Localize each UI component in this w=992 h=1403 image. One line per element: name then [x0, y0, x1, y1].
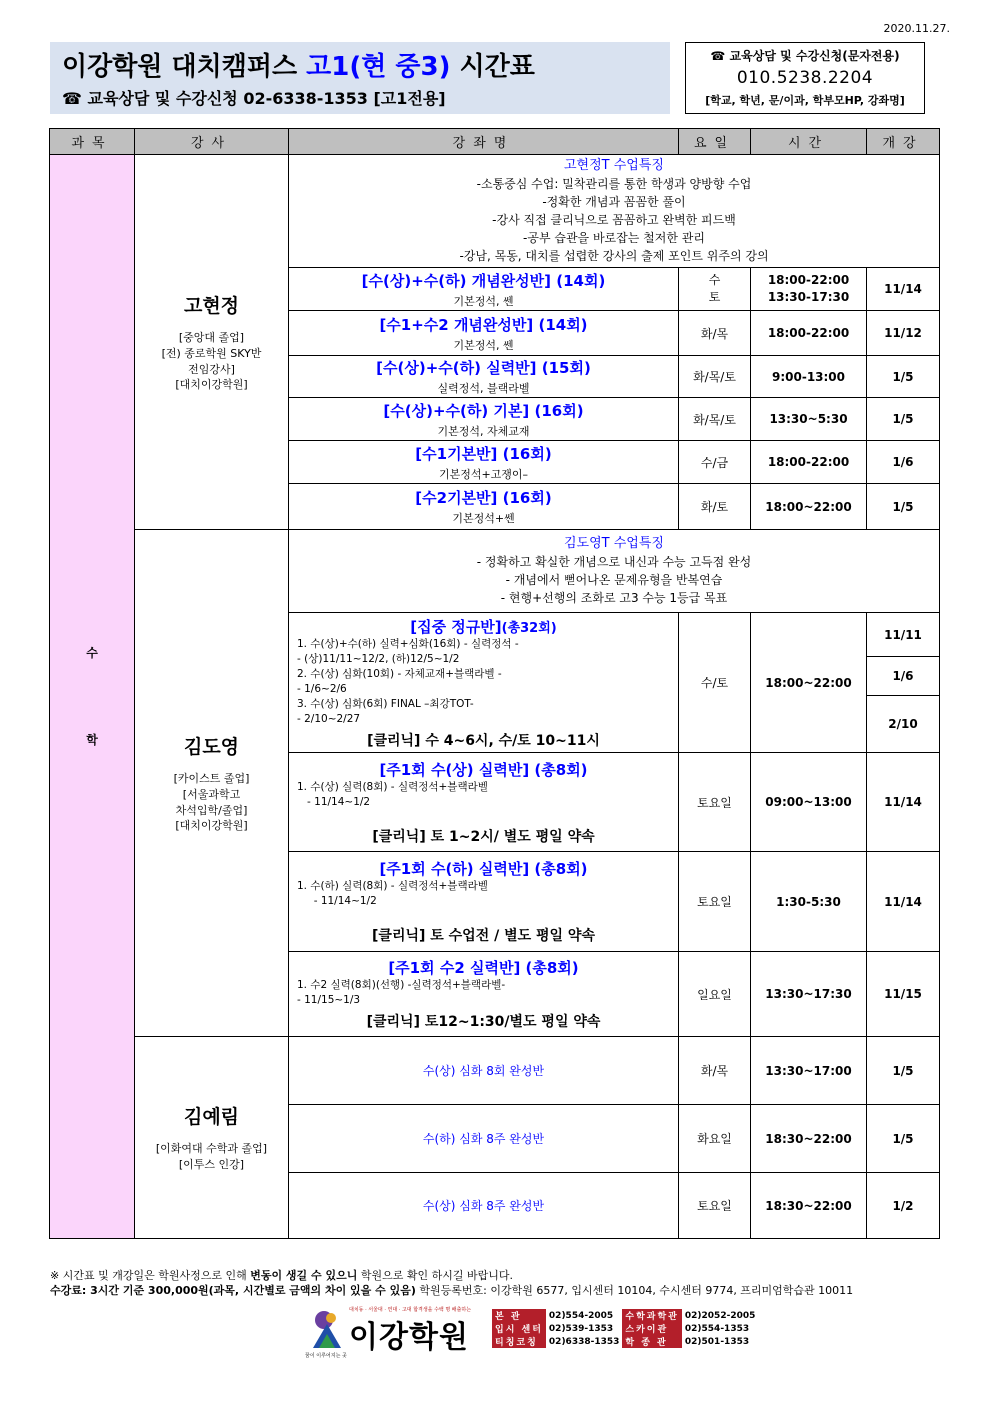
clinic-schedule: [클리닉] 토12~1:30/별도 평일 약속 — [366, 1014, 601, 1030]
table-row — [50, 530, 940, 613]
teacher-features: 김도영T 수업특징 - 정확하고 확실한 개념으로 내신과 수능 고득점 완성 - 개념에서 뻗어나온 문제유형을 반복연습 - 현행+선행의 조화로 고3 수능 1등급 목표 — [289, 530, 940, 613]
branch-phone: 02)501-1353 — [684, 1336, 750, 1347]
time-cell: 18:00-22:00 — [751, 311, 867, 356]
logo-tagline: 꿈이 이루어지는 곳 — [305, 1353, 347, 1359]
course-cell: [수1기본반] (16회) 기본정석+고쟁이– — [289, 441, 679, 484]
course-cell: 수(상) 심화 8회 완성반 — [289, 1037, 679, 1105]
document-date: 2020.11.27. — [883, 22, 950, 35]
branch-label: 입시 센터 — [492, 1322, 546, 1335]
time-cell: 18:00~22:00 — [751, 484, 867, 530]
day-cell: 화/목/토 — [679, 398, 751, 441]
logo-name: 이강학원 — [349, 1320, 469, 1355]
branch-phone-table — [492, 1309, 758, 1348]
branch-phone: 02)6338-1353 — [548, 1336, 620, 1347]
teacher-cell — [135, 1037, 289, 1239]
branch-row — [492, 1335, 758, 1348]
timetable — [49, 128, 940, 1239]
open-cell: 1/5 — [867, 398, 940, 441]
time-cell: 1:30-5:30 — [751, 852, 867, 952]
teacher-name: 고현정 — [183, 294, 240, 317]
day-cell: 수 토 — [679, 268, 751, 311]
branch-phone: 02)554-2005 — [548, 1310, 614, 1321]
col-header-teacher: 강사 — [135, 129, 289, 155]
teacher-credentials: [이화여대 수학과 졸업] [이투스 인강] — [155, 1142, 268, 1171]
teacher-cell — [135, 530, 289, 1037]
logo-slogan: 대치동 · 서울대 · 연대 · 고대 합격생을 수백 명 배출하는 — [349, 1307, 472, 1313]
branch-label: 학 종 관 — [622, 1335, 681, 1348]
time-cell: 18:00-22:00 13:30-17:30 — [751, 268, 867, 311]
branch-row — [492, 1309, 758, 1322]
day-cell: 화/목/토 — [679, 356, 751, 398]
day-cell: 수/토 — [679, 613, 751, 753]
day-cell: 화/토 — [679, 484, 751, 530]
open-cell: 1/5 — [867, 1105, 940, 1173]
table-row — [50, 155, 940, 268]
open-cell: 2/10 — [867, 696, 940, 753]
col-header-course: 강좌명 — [289, 129, 679, 155]
course-cell: 수(상) 심화 8주 완성반 — [289, 1173, 679, 1239]
col-header-time: 시간 — [751, 129, 867, 155]
col-header-day: 요일 — [679, 129, 751, 155]
sms-required-info: [학교, 학년, 문/이과, 학부모HP, 강좌명] — [705, 94, 905, 107]
teacher-name: 김도영 — [183, 735, 240, 758]
open-cell: 11/14 — [867, 268, 940, 311]
time-cell: 13:30~5:30 — [751, 398, 867, 441]
course-cell: [수(상)+수(하) 개념완성반] (14회) 기본정석, 쎈 — [289, 268, 679, 311]
clinic-schedule: [클리닉] 수 4~6시, 수/토 10~11시 — [367, 732, 600, 749]
teacher-cell — [135, 155, 289, 530]
day-cell: 화요일 — [679, 1105, 751, 1173]
course-cell: [주1회 수(상) 실력반] (총8회) 1. 수(상) 실력(8회) - 실력정석+블랙라벨 - 11/14~1/2 [클리닉] 토 1~2시/ 별도 평일 약속 — [289, 753, 679, 852]
open-cell: 11/14 — [867, 852, 940, 952]
day-cell: 화/목 — [679, 311, 751, 356]
open-cell: 1/2 — [867, 1173, 940, 1239]
course-cell: 수(하) 심화 8주 완성반 — [289, 1105, 679, 1173]
table-row — [50, 1037, 940, 1105]
day-cell: 토요일 — [679, 753, 751, 852]
day-cell: 수/금 — [679, 441, 751, 484]
open-cell: 1/6 — [867, 441, 940, 484]
course-cell: [수(상)+수(하) 기본] (16회) 기본정석, 자체교재 — [289, 398, 679, 441]
day-cell: 화/목 — [679, 1037, 751, 1105]
branch-label: 스카이관 — [622, 1322, 681, 1335]
academy-emblem-icon — [309, 1308, 345, 1352]
clinic-schedule: [클리닉] 토 1~2시/ 별도 평일 약속 — [372, 828, 595, 845]
tuition-note: 수강료: 3시간 기준 300,000원(과목, 시간별로 금액의 차이 있을 수 있음) 학원등록번호: 이강학원 6577, 입시센터 10104, 수시센터 9774, 프리미엄학습관 10011 — [50, 1284, 854, 1297]
time-cell: 18:30~22:00 — [751, 1105, 867, 1173]
open-cell: 11/14 — [867, 753, 940, 852]
sms-contact-box — [685, 42, 925, 114]
time-cell: 9:00-13:00 — [751, 356, 867, 398]
time-cell: 18:00~22:00 — [751, 613, 867, 753]
course-cell: [수(상)+수(하) 실력반] (15회) 실력정석, 블랙라벨 — [289, 356, 679, 398]
time-cell: 09:00~13:00 — [751, 753, 867, 852]
col-header-open: 개강 — [867, 129, 940, 155]
open-cell: 11/12 — [867, 311, 940, 356]
teacher-name: 김예림 — [183, 1106, 240, 1129]
col-header-subject: 과목 — [50, 129, 135, 155]
open-cell: 1/5 — [867, 484, 940, 530]
course-cell: [수2기본반] (16회) 기본정석+쎈 — [289, 484, 679, 530]
open-cell: 1/6 — [867, 657, 940, 696]
teacher-credentials: [중앙대 졸업] [전) 종로학원 SKY반 전임강사] [대치이강학원] — [161, 330, 262, 392]
branch-label: 본 관 — [492, 1309, 546, 1322]
open-cell: 11/15 — [867, 952, 940, 1037]
schedule-change-note: ※ 시간표 및 개강일은 학원사정으로 인해 변동이 생길 수 있으니 학원으로 확인 하시길 바랍니다. — [50, 1269, 513, 1282]
day-cell: 토요일 — [679, 852, 751, 952]
clinic-schedule: [클리닉] 토 수업전 / 별도 평일 약속 — [372, 928, 595, 944]
teacher-features: 고현정T 수업특징 -소통중심 수업: 밀착관리를 통한 학생과 양방향 수업 -정확한 개념과 꼼꼼한 풀이 -강사 직접 클리닉으로 꼼꼼하고 완벽한 피드백 -공부 습관을 바로잡는 철저한 관리 -강남, 목동, 대치를 섭렵한 강사의 출제 포인트 위주의 강의 — [289, 155, 940, 268]
sms-phone-number: 010.5238.2204 — [736, 68, 874, 88]
branch-phone: 02)2052-2005 — [684, 1310, 756, 1321]
sms-contact-label: ☎ 교육상담 및 수강신청(문자전용) — [710, 49, 900, 63]
branch-phone: 02)539-1353 — [548, 1323, 614, 1334]
course-cell: [주1회 수(하) 실력반] (총8회) 1. 수(하) 실력(8회) - 실력정석+블랙라벨 - 11/14~1/2 [클리닉] 토 수업전 / 별도 평일 약속 — [289, 852, 679, 952]
page-title: 이강학원 대치캠퍼스 고1(현 중3) 시간표 — [62, 52, 535, 82]
branch-row — [492, 1322, 758, 1335]
course-cell: [수1+수2 개념완성반] (14회) 기본정석, 쎈 — [289, 311, 679, 356]
open-cell: 1/5 — [867, 356, 940, 398]
table-header-row — [50, 129, 940, 155]
teacher-credentials: [카이스트 졸업] [서울과학고 차석입학/졸업] [대치이강학원] — [173, 771, 250, 833]
academy-logo — [305, 1306, 485, 1358]
time-cell: 18:00-22:00 — [751, 441, 867, 484]
footnotes — [50, 1268, 853, 1298]
subject-cell: 수 학 — [50, 155, 135, 1239]
course-cell: [집중 정규반](총32회) 1. 수(상)+수(하) 실력+심화(16회) - 실력정석 - - (상)11/11~12/2, (하)12/5~1/2 2. 수(상) 심화(10회) - 자체교재+블랙라벨 - - 1/6~2/6 3. 수(상) 심화(6회) FINAL –최강TOT- - 2/10~2/27 [클리닉] 수 4~6시, 수/토 10~11시 — [289, 613, 679, 753]
branch-label: 수학과학관 — [622, 1309, 681, 1322]
time-cell: 13:30~17:30 — [751, 952, 867, 1037]
course-cell: [주1회 수2 실력반] (총8회) 1. 수2 실력(8회)(선행) -실력정석+블랙라벨- - 11/15~1/3 [클리닉] 토12~1:30/별도 평일 약속 — [289, 952, 679, 1037]
branch-phone: 02)554-1353 — [684, 1323, 750, 1334]
consult-phone-line: ☎ 교육상담 및 수강신청 02-6338-1353 [고1전용] — [62, 89, 446, 108]
branch-label: 티칭코칭 — [492, 1335, 546, 1348]
day-cell: 일요일 — [679, 952, 751, 1037]
day-cell: 토요일 — [679, 1173, 751, 1239]
open-cell: 1/5 — [867, 1037, 940, 1105]
time-cell: 18:30~22:00 — [751, 1173, 867, 1239]
open-cell: 11/11 — [867, 613, 940, 657]
time-cell: 13:30~17:00 — [751, 1037, 867, 1105]
title-banner — [50, 42, 670, 114]
